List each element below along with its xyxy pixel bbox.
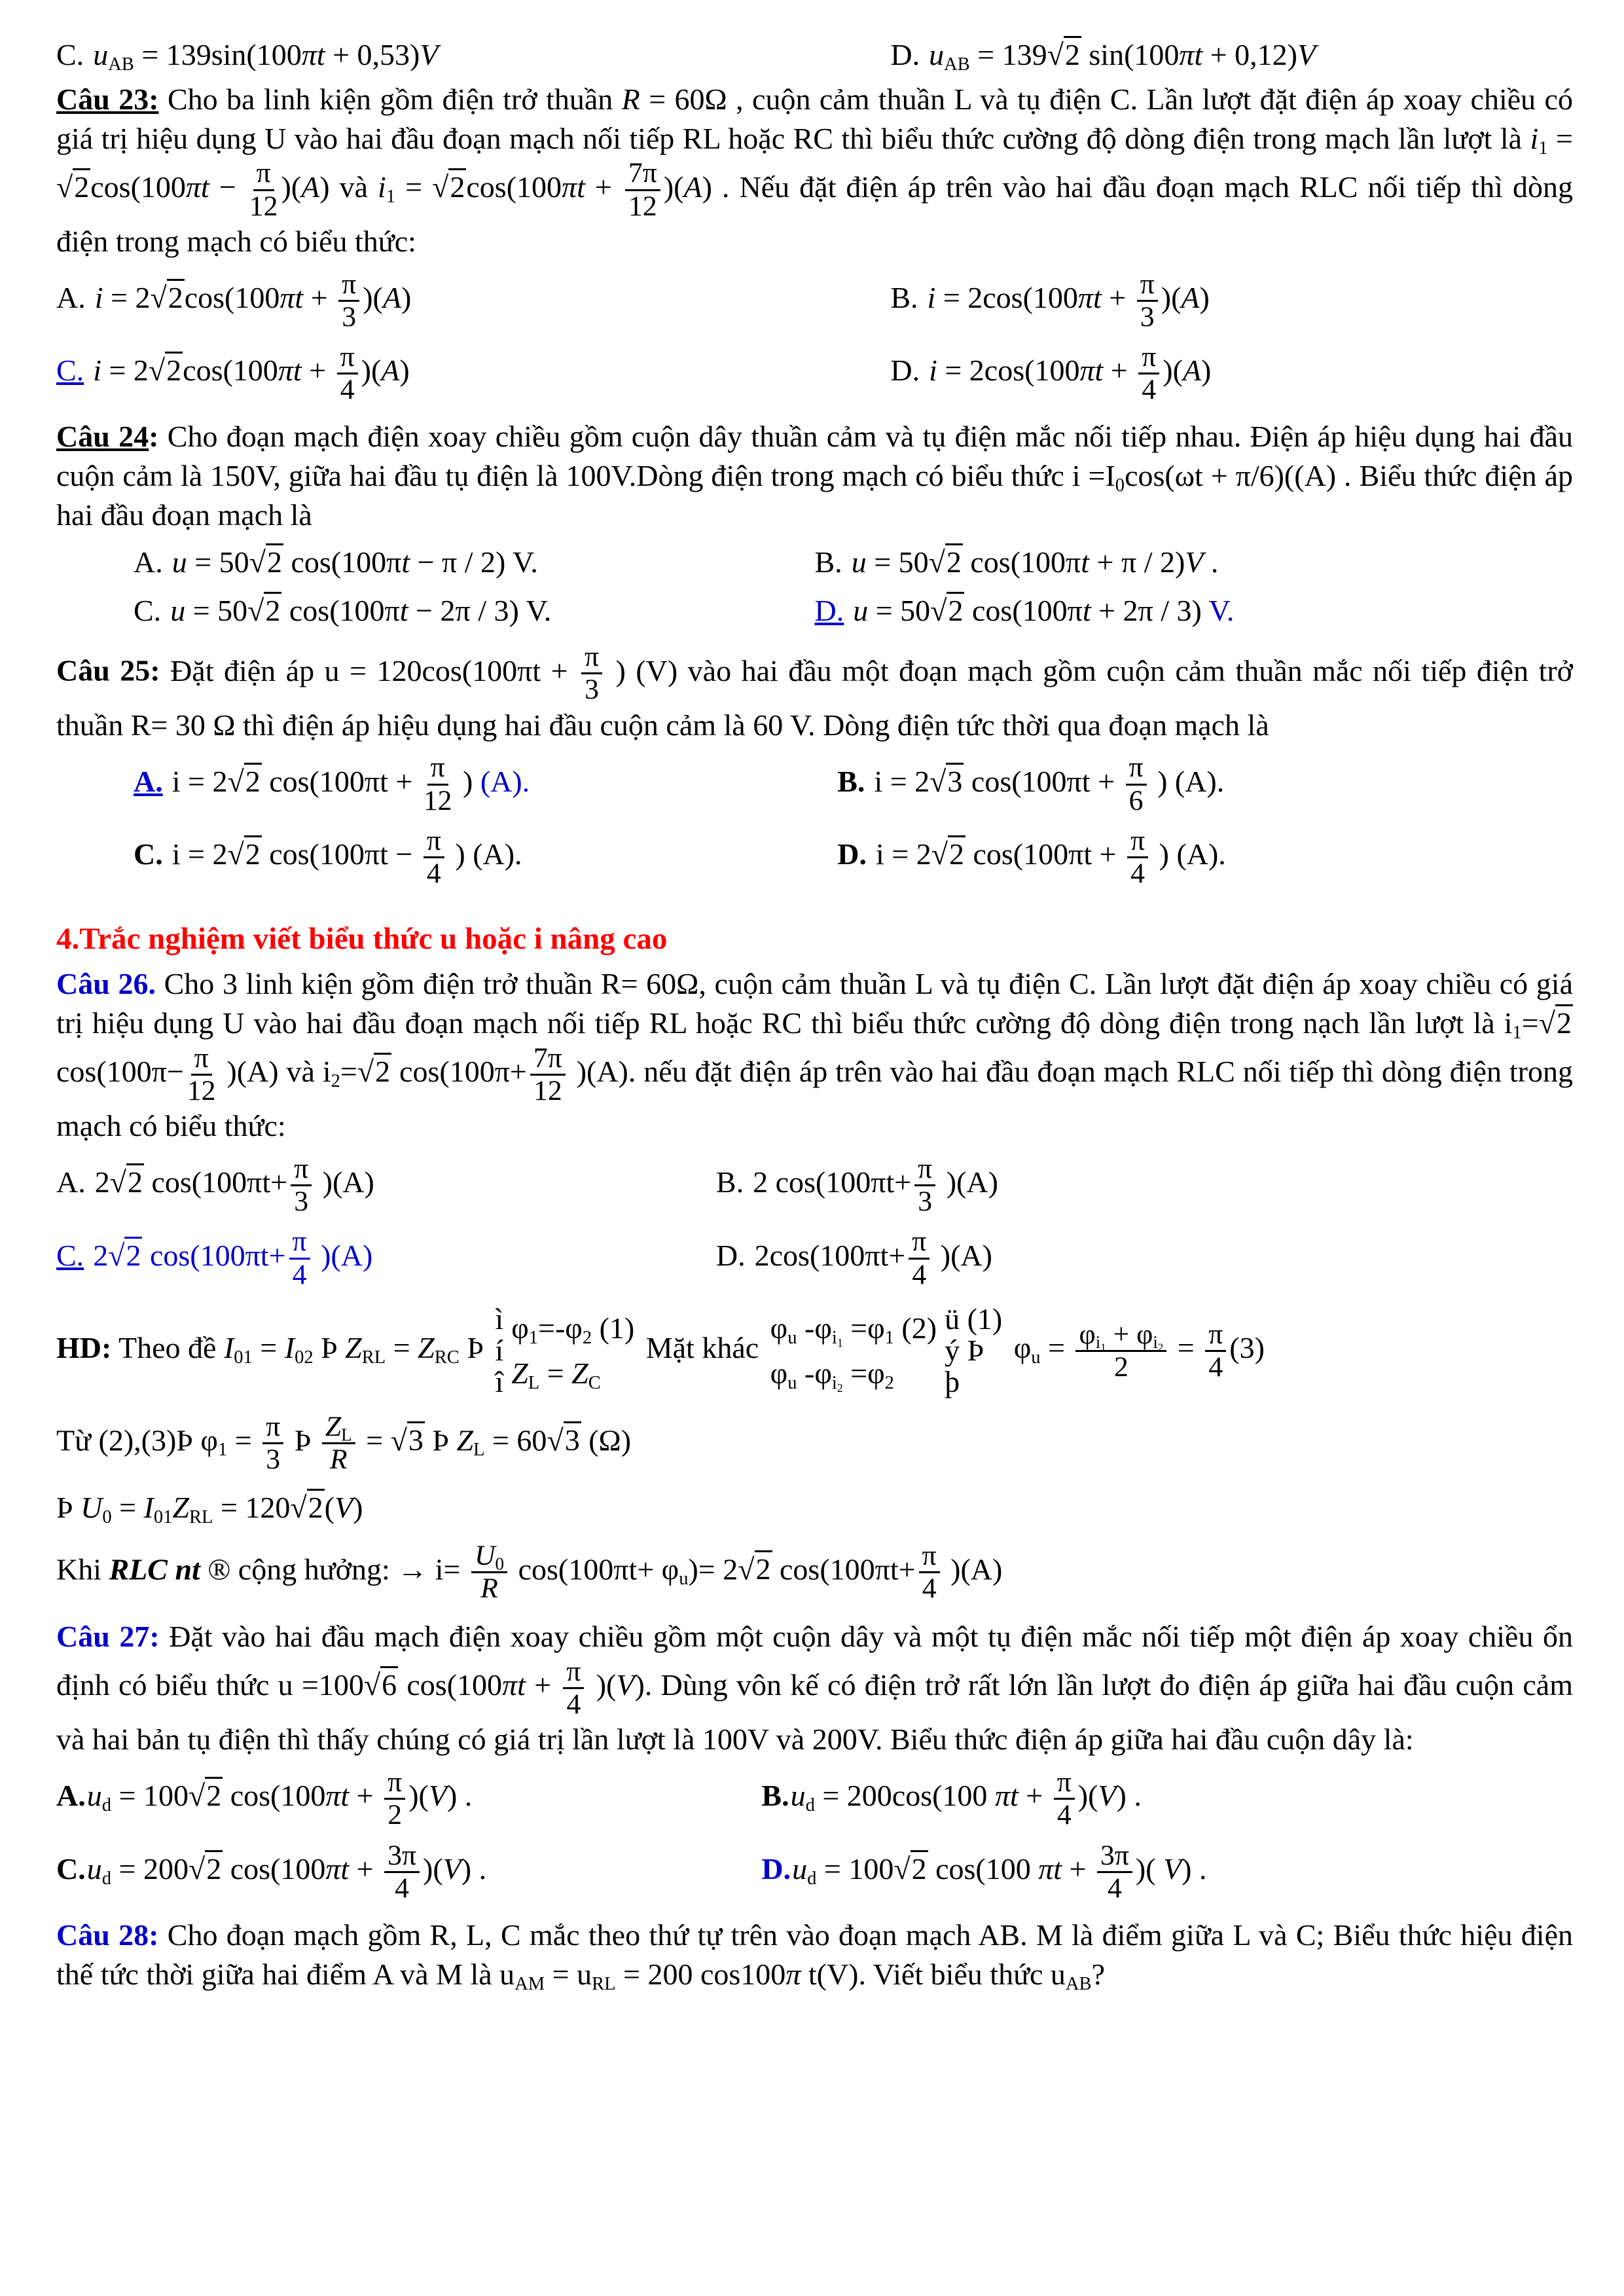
question-26-label: Câu 26.	[56, 967, 156, 1001]
option-formula: i = 2cos(100πt + $\frac{\pi}{3}$ )(A)	[927, 268, 1210, 333]
option-formula: 2 cos(100πt+ $\frac{\pi}{3}$ )(A)	[753, 1153, 998, 1218]
question-27-option-b	[761, 1767, 1573, 1831]
carryover-option-c	[56, 35, 890, 75]
question-25-option-c	[56, 826, 837, 889]
question-28-label: Câu 28:	[56, 1918, 159, 1952]
option-label: C.	[56, 1238, 84, 1272]
solution-block	[56, 1303, 1573, 1604]
option-label: C.	[56, 1851, 86, 1886]
question-24-option-b	[815, 543, 1574, 582]
question-26-stem	[56, 964, 1573, 1146]
question-26-text: Cho 3 linh kiện gồm điện trở thuần R= 60Ω, cuộn cảm thuần L và tụ điện C. Lần lượt đặt điện áp xoay chiều có giá trị hiệu dụng U vào hai đầu đoạn mạch nối tiếp RL hoặc RC thì biểu thức cường độ dòng điện trong nạch lần lượt là $i_1=√2$ cos(100π− $\frac{\pi}{12}$ )(A) và $i_2=√2$ cos(100π+ $\frac{7\pi}{12}$ )(A). nếu đặt điện áp trên vào hai đầu đoạn mạch RLC nối tiếp thì dòng điện trong mạch có biểu thức:	[56, 967, 1573, 1143]
question-25-stem	[56, 642, 1573, 744]
option-formula: i = 2√2 cos(100πt + $\frac{\pi}{4}$ ) (A).	[875, 824, 1226, 890]
option-formula: $u_{AB} = 139\sin(100\pi t + 0,53)V$	[93, 38, 439, 75]
option-label: D.	[837, 837, 867, 871]
solution-line-2: Từ (2),(3)Þ $\varphi_1$ = $\frac{\pi}{3}$ Þ $\frac{Z_L}{R}$ = √3 Þ $Z_L = 60√3$ (Ω)	[56, 1410, 632, 1475]
option-formula: u = 50√2 cos(100πt + 2π / 3) V.	[853, 592, 1234, 627]
option-formula: $u_d = 100√2$ cos(100πt + $\frac{\pi}{2}$ )(V) .	[86, 1766, 473, 1831]
question-23-label: Câu 23:	[56, 82, 159, 116]
option-label: B.	[814, 545, 842, 579]
question-28-text: Cho đoạn mạch gồm R, L, C mắc theo thứ tự trên vào đoạn mạch AB. M là điểm giữa L và C; Biểu thức hiệu điện thế tức thời giữa hai điểm A và M là $u_{AM} = u_{RL} = 200$ cos100π t(V). Viết biểu thức $u_{AB}$?	[56, 1918, 1573, 1994]
carryover-answer-row	[56, 35, 1573, 75]
question-24-text: Cho đoạn mạch điện xoay chiều gồm cuộn dây thuần cảm và tụ điện mắc nối tiếp nhau. Điện áp hiệu dụng hai đầu cuộn cảm là 150V, giữa hai đầu tụ điện là 100V.Dòng điện trong mạch có biểu thức $i =I_0\cos(\omega t + \pi/6)((A)$ . Biểu thức điện áp hai đầu đoạn mạch là	[56, 420, 1573, 532]
option-formula: i = 2√2cos(100πt + $\frac{\pi}{4}$ )(A)	[93, 340, 410, 406]
option-formula: u = 50√2 cos(100πt + π / 2)V .	[852, 543, 1219, 579]
question-24-option-a	[56, 543, 815, 582]
question-24-option-d-correct	[815, 591, 1574, 630]
question-23-stem	[56, 80, 1573, 261]
question-25-option-a-correct	[56, 752, 837, 816]
option-formula: 2√2 cos(100πt+ $\frac{\pi}{4}$ )(A)	[93, 1226, 373, 1290]
question-25-option-b	[837, 752, 1573, 816]
question-23-option-d	[890, 342, 1573, 405]
option-label: C.	[134, 837, 163, 871]
option-label: D.	[814, 593, 844, 627]
question-23-option-b	[890, 269, 1573, 333]
question-23-options	[56, 269, 1573, 406]
option-label: A.	[134, 545, 163, 579]
option-label: D.	[715, 1238, 746, 1272]
option-formula: i = 2√2 cos(100πt + $\frac{\pi}{12}$ ) (A).	[171, 752, 530, 816]
option-label: A.	[56, 1779, 86, 1813]
question-24-option-c	[56, 591, 815, 630]
question-26-option-b	[716, 1154, 1573, 1217]
option-label: A.	[134, 764, 163, 798]
question-25-option-d	[837, 826, 1573, 889]
question-28-stem	[56, 1916, 1573, 1994]
option-label: A.	[56, 280, 86, 314]
option-label: B.	[761, 1779, 789, 1813]
option-formula: u = 50√2 cos(100πt − 2π / 3) V.	[170, 592, 551, 627]
option-label: D.	[890, 38, 920, 71]
solution-line-1: HD: Theo đề $I_{01} = I_{02}$ Þ $Z_{RL} = Z_{RC}$ Þ ì í î $\varphi_1=-\varphi_2$ (1) $Z_L = Z_C$ Mặt khác $\varphi_u$ $-\varphi_{i_1} =\varphi_1$ (2) $\varphi_u$ $-\varphi_{i_2} =\varphi_2$ ü (1) ý Þ þ $\varphi_u$ = $\frac{\varphi_{i_1} + \varphi_{i_2}}{2}$ = $\frac{\pi}{4}$ (3)	[56, 1302, 1265, 1399]
option-formula: $u_d = 200\cos(100$ πt + $\frac{\pi}{4}$ )(V) .	[790, 1766, 1142, 1831]
question-25-text: Đặt điện áp u = 120cos(100πt + $\frac{\pi}{3}$ ) (V) vào hai đầu một đoạn mạch gồm cuộn cảm thuần mắc nối tiếp điện trở thuần R= 30 Ω thì điện áp hiệu dụng hai đầu cuộn cảm là 60 V. Dòng điện tức thời qua đoạn mạch là	[56, 641, 1573, 742]
question-24-options	[56, 543, 1573, 630]
question-25-label: Câu 25:	[56, 653, 160, 687]
option-formula: 2cos(100πt+ $\frac{\pi}{4}$ )(A)	[754, 1226, 992, 1290]
question-25-options	[56, 752, 1573, 889]
question-26	[56, 964, 1573, 1604]
question-24	[56, 417, 1573, 630]
option-formula: i = 2√2 cos(100πt − $\frac{\pi}{4}$ ) (A).	[171, 824, 522, 890]
question-23	[56, 80, 1573, 406]
option-label: B.	[890, 280, 918, 314]
question-24-label: Câu 24	[56, 420, 149, 454]
option-label: B.	[715, 1165, 744, 1199]
question-26-option-d	[716, 1226, 1573, 1290]
question-24-stem	[56, 417, 1573, 534]
option-label: C.	[56, 38, 84, 71]
question-23-option-c-correct	[56, 342, 890, 405]
option-formula: $u_d = 200√2$ cos(100πt + $\frac{3\pi}{4}$ )(V) .	[86, 1839, 487, 1904]
question-27-option-d-correct	[761, 1840, 1573, 1904]
section-heading: 4.Trắc nghiệm viết biểu thức u hoặc i nâng cao	[56, 922, 668, 957]
question-24-label-sep: :	[149, 420, 159, 454]
question-27-stem	[56, 1617, 1573, 1759]
question-26-option-a	[56, 1154, 716, 1217]
option-label: A.	[56, 1165, 86, 1199]
option-label: D.	[761, 1851, 791, 1886]
question-27-options	[56, 1767, 1573, 1904]
question-23-text: Cho ba linh kiện gồm điện trở thuần R = 60Ω , cuộn cảm thuần L và tụ điện C. Lần lượt đặt điện áp xoay chiều có giá trị hiệu dụng U vào hai đầu đoạn mạch nối tiếp RL hoặc RC thì biểu thức cường độ dòng điện trong mạch lần lượt là $i_1 = √2\cos(100\pi t$ − $\frac{\pi}{12}$ )(A) và $i_1 = √2\cos(100\pi t$ + $\frac{7\pi}{12}$ )(A) . Nếu đặt điện áp trên vào hai đầu đoạn mạch RLC nối tiếp thì dòng điện trong mạch có biểu thức:	[56, 82, 1573, 258]
option-label: B.	[837, 764, 865, 798]
question-27-text: Đặt vào hai đầu mạch điện xoay chiều gồm một cuộn dây và một tụ điện mắc nối tiếp một điện áp xoay chiều ổn định có biểu thức u =100√6 cos(100πt + $\frac{\pi}{4}$ )(V). Dùng vôn kế có điện trở rất lớn lần lượt đo điện áp giữa hai đầu cuộn cảm và hai bản tụ điện thì thấy chúng có giá trị lần lượt là 100V và 200V. Biểu thức điện áp giữa hai đầu cuộn dây là:	[56, 1620, 1573, 1757]
question-26-option-c-correct	[56, 1226, 716, 1290]
option-formula: 2√2 cos(100πt+ $\frac{\pi}{3}$ )(A)	[94, 1153, 374, 1218]
carryover-option-d	[890, 35, 1573, 75]
option-formula: u = 50√2 cos(100πt − π / 2) V.	[172, 543, 538, 579]
question-27	[56, 1617, 1573, 1904]
solution-line-4: Khi RLC nt ® cộng hưởng: → i= $\frac{U_0}{R}$ $\cos(100\pi t+ \varphi_u)= 2√2$ cos(100πt+ $\frac{\pi}{4}$ )(A)	[56, 1539, 1003, 1605]
option-formula: i = 2cos(100πt + $\frac{\pi}{4}$ )(A)	[929, 340, 1212, 406]
option-label: C.	[134, 593, 162, 627]
option-formula: i = 2√2cos(100πt + $\frac{\pi}{3}$ )(A)	[94, 268, 412, 333]
option-formula: $u_{AB} = 139√2$ sin(100πt + 0,12)V	[929, 38, 1316, 71]
question-23-option-a	[56, 269, 890, 333]
question-28	[56, 1916, 1573, 1994]
question-27-option-c	[56, 1840, 761, 1904]
question-26-options	[56, 1154, 1573, 1290]
solution-line-3: Þ $U_0 = I_{01}Z_{RL} = 120√2(V)$	[56, 1488, 1573, 1527]
option-formula: $u_d = 100√2$ cos(100 πt + $\frac{3\pi}{4}$ )( V) .	[792, 1839, 1207, 1904]
option-label: C.	[56, 354, 84, 388]
question-27-option-a	[56, 1767, 761, 1831]
question-27-label: Câu 27:	[56, 1620, 160, 1654]
option-label: D.	[890, 354, 920, 388]
question-25	[56, 642, 1573, 889]
option-formula: i = 2√3 cos(100πt + $\frac{\pi}{6}$ ) (A).	[874, 752, 1225, 816]
